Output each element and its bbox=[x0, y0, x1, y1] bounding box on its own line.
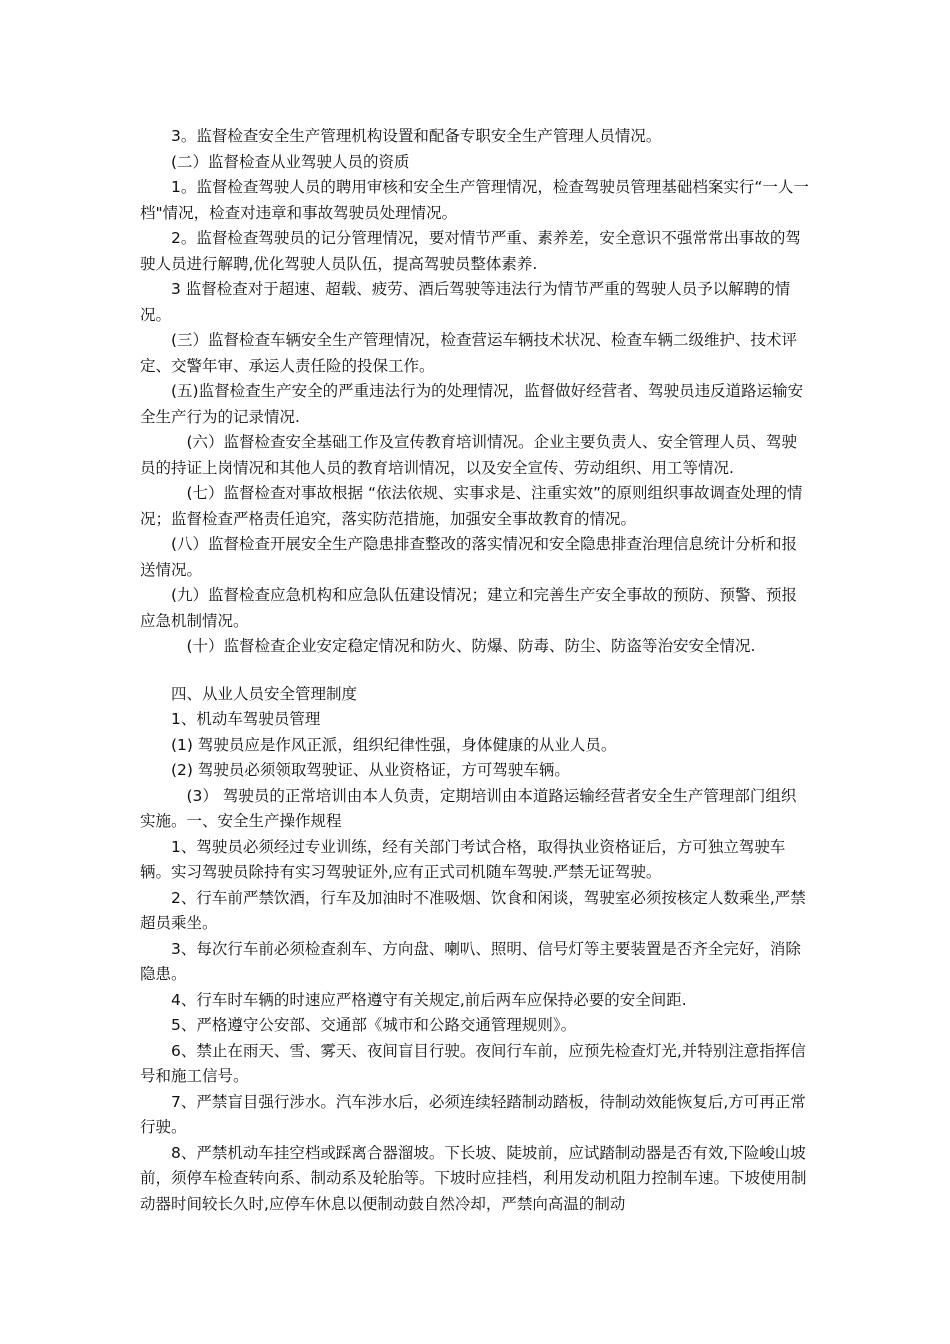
paragraph: (五)监督检查生产安全的严重违法行为的处理情况，监督做好经营者、驾驶员违反道路运输安全生产行为的记录情况. bbox=[140, 382, 804, 426]
paragraph: (三）监督检查车辆安全生产管理情况，检查营运车辆技术状况、检查车辆二级维护、技术评定、交警年审、承运人责任险的投保工作。 bbox=[140, 331, 798, 375]
paragraph: 1。监督检查驾驶人员的聘用审核和安全生产管理情况，检查驾驶员管理基础档案实行“一人一档"情况，检查对违章和事故驾驶员处理情况。 bbox=[140, 178, 809, 222]
paragraph: (3） 驾驶员的正常培训由本人负责，定期培训由本道路运输经营者安全生产管理部门组织实施。一、安全生产操作规程 bbox=[140, 786, 797, 830]
paragraph: 7、严禁盲目强行涉水。汽车涉水后，必须连续轻踏制动踏板，待制动效能恢复后,方可再正常行驶。 bbox=[140, 1092, 806, 1136]
section-heading: 四、从业人员安全管理制度 bbox=[140, 684, 358, 703]
paragraph: (十）监督检查企业安定稳定情况和防火、防爆、防毒、防尘、防盗等治安安全情况. bbox=[140, 637, 756, 655]
paragraph: (七）监督检查对事故根据 “依法依规、实事求是、注重实效”的原则组织事故调查处理的情况；监督检查严格责任追究，落实防范措施，加强安全事故教育的情况。 bbox=[140, 484, 803, 528]
paragraph-spacer bbox=[140, 660, 810, 682]
paragraph: 3、每次行车前必须检查刹车、方向盘、喇叭、照明、信号灯等主要装置是否齐全完好，消除隐患。 bbox=[140, 939, 801, 983]
paragraph: 3。监督检查安全生产管理机构设置和配备专职安全生产管理人员情况。 bbox=[140, 127, 662, 145]
paragraph: 4、行车时车辆的时速应严格遵守有关规定,前后两车应保持必要的安全间距. bbox=[140, 990, 687, 1009]
paragraph: (二）监督检查从业驾驶人员的资质 bbox=[140, 152, 410, 171]
document-body bbox=[140, 124, 810, 1217]
paragraph: 5、严格遵守公安部、交通部《城市和公路交通管理规则》。 bbox=[140, 1016, 577, 1034]
paragraph: 2。监督检查驾驶员的记分管理情况，要对情节严重、素养差，安全意识不强常常出事故的驾驶人员进行解聘,优化驾驶人员队伍，提高驾驶员整体素养. bbox=[140, 229, 801, 273]
paragraph: 6、禁止在雨天、雪、雾天、夜间盲目行驶。夜间行车前，应预先检查灯光,并特别注意指挥信号和施工信号。 bbox=[140, 1041, 806, 1085]
paragraph: 3 监督检查对于超速、超载、疲劳、酒后驾驶等违法行为情节严重的驾驶人员予以解聘的情况。 bbox=[140, 280, 791, 324]
subsection-heading: 1、机动车驾驶员管理 bbox=[140, 710, 321, 728]
paragraph: (2) 驾驶员必须领取驾驶证、从业资格证，方可驾驶车辆。 bbox=[140, 761, 570, 779]
paragraph: (1) 驾驶员应是作风正派，组织纪律性强，身体健康的从业人员。 bbox=[140, 735, 617, 754]
paragraph: 1、驾驶员必须经过专业训练，经有关部门考试合格，取得执业资格证后，方可独立驾驶车辆。实习驾驶员除持有实习驾驶证外,应有正式司机随车驾驶.严禁无证驾驶。 bbox=[140, 837, 786, 881]
paragraph: (六）监督检查安全基础工作及宣传教育培训情况。企业主要负责人、安全管理人员、驾驶员的持证上岗情况和其他人员的教育培训情况，以及安全宣传、劳动组织、用工等情况. bbox=[140, 433, 798, 477]
paragraph: (八）监督检查开展安全生产隐患排查整改的落实情况和安全隐患排查治理信息统计分析和报送情况。 bbox=[140, 535, 798, 579]
paragraph: 2、行车前严禁饮酒，行车及加油时不准吸烟、饮食和闲谈，驾驶室必须按核定人数乘坐,严禁超员乘坐。 bbox=[140, 888, 806, 932]
paragraph: 8、严禁机动车挂空档或踩离合器溜坡。下长坡、陡坡前，应试踏制动器是否有效,下险峻山坡前，须停车检查转向系、制动系及轮胎等。下坡时应挂档，利用发动机阻力控制车速。下坡使用制动器时间较长久时,应停车休息以便制动鼓自然冷却，严禁向高温的制动 bbox=[140, 1143, 807, 1213]
paragraph: (九）监督检查应急机构和应急队伍建设情况；建立和完善生产安全事故的预防、预警、预报应急机制情况。 bbox=[140, 586, 798, 630]
